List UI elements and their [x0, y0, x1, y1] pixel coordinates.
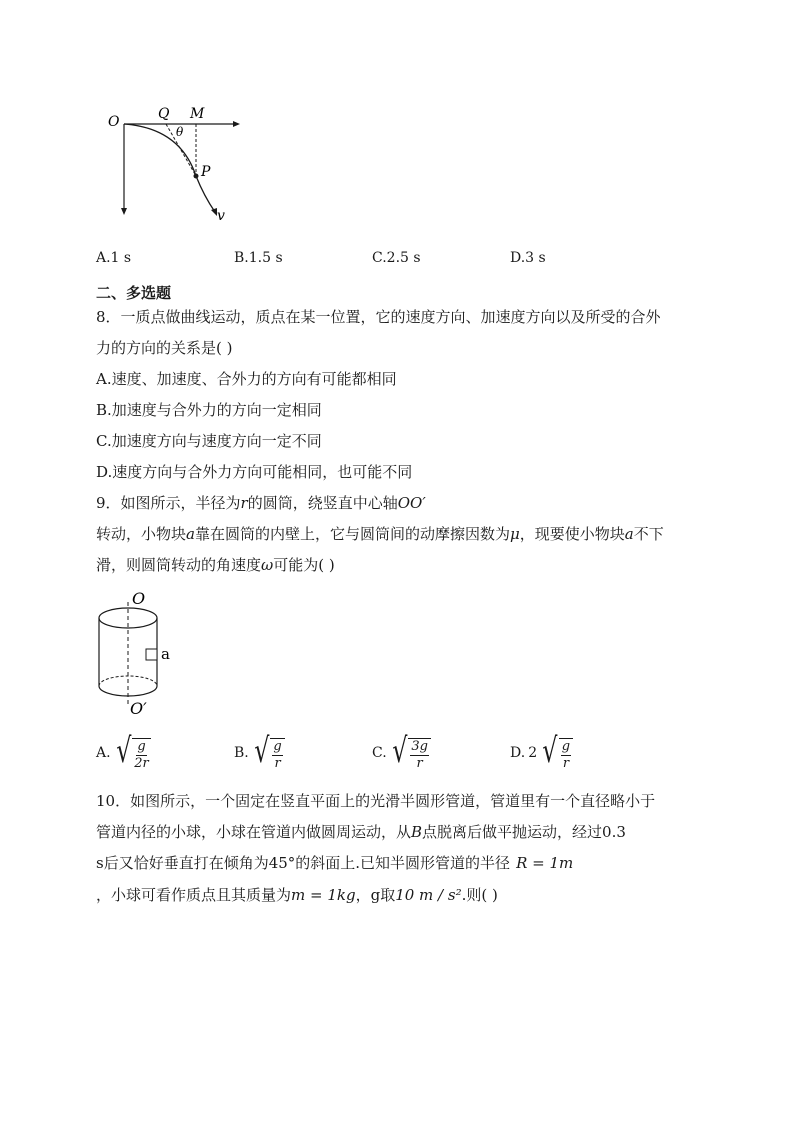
q9-stem-line3: 滑，则圆筒转动的角速度ω可能为( ) — [96, 556, 335, 574]
cylinder-figure — [92, 588, 192, 720]
q7-option-c: C.2.5 s — [372, 250, 421, 266]
sqrt-sign: √ — [115, 731, 131, 771]
fig-label-top: O — [132, 589, 146, 608]
label-m: M — [190, 106, 205, 122]
q9-option-b: B. √ g r — [234, 734, 285, 772]
point-p — [194, 174, 199, 179]
q7-option-b: B.1.5 s — [234, 250, 283, 266]
q8-stem-line2: 力的方向的关系是( ) — [96, 339, 233, 357]
label-origin: O — [108, 114, 120, 130]
fig-label-bottom: O′ — [130, 699, 147, 718]
x-axis-arrow — [233, 121, 240, 127]
q8-option-b: B.加速度与合外力的方向一定相同 — [96, 401, 322, 419]
q10-stem-line1: 10．如图所示，一个固定在竖直平面上的光滑半圆形管道，管道里有一个直径略小于 — [96, 792, 656, 810]
q10-stem-line4: ，小球可看作质点且其质量为m = 1kg，g取10 m / s².则( ) — [96, 886, 498, 904]
label-theta: θ — [176, 125, 184, 139]
sqrt-sign: √ — [391, 731, 408, 771]
q8-option-c: C.加速度方向与速度方向一定不同 — [96, 432, 322, 450]
label-p: P — [201, 164, 211, 180]
trajectory-figure — [100, 100, 260, 230]
y-axis-arrow — [121, 208, 127, 215]
label-v: v — [217, 208, 225, 224]
q9-option-c: C. √ 3g r — [372, 734, 431, 772]
q9-option-a: A. √ g 2r — [96, 731, 149, 771]
sqrt-sign: √ — [254, 731, 270, 771]
small-block — [146, 649, 157, 660]
q8-option-d: D.速度方向与合外力方向可能相同，也可能不同 — [96, 463, 413, 481]
q8-option-a: A.速度、加速度、合外力的方向有可能都相同 — [96, 370, 397, 388]
section-heading: 二、多选题 — [96, 284, 172, 302]
q7-option-a: A.1 s — [96, 250, 132, 266]
q10-stem-line2: 管道内径的小球，小球在管道内做圆周运动，从B点脱离后做平抛运动，经过0.3 — [96, 823, 626, 841]
sqrt-sign: √ — [542, 731, 558, 771]
q9-stem-line1: 9．如图所示，半径为r的圆筒，绕竖直中心轴OO′ — [96, 494, 426, 512]
q9-option-d: D. 2 √ g r — [510, 734, 573, 772]
q10-stem-line3: s后又恰好垂直打在倾角为45°的斜面上.已知半圆形管道的半径 R = 1m — [96, 854, 574, 872]
q8-stem-line1: 8．一质点做曲线运动，质点在某一位置，它的速度方向、加速度方向以及所受的合外 — [96, 308, 661, 326]
q7-option-d: D.3 s — [510, 250, 546, 266]
label-q: Q — [158, 106, 170, 122]
q9-stem-line2: 转动，小物块a靠在圆筒的内壁上，它与圆筒间的动摩擦因数为μ，现要使小物块a不下 — [96, 525, 664, 543]
fig-label-block: a — [161, 645, 170, 663]
